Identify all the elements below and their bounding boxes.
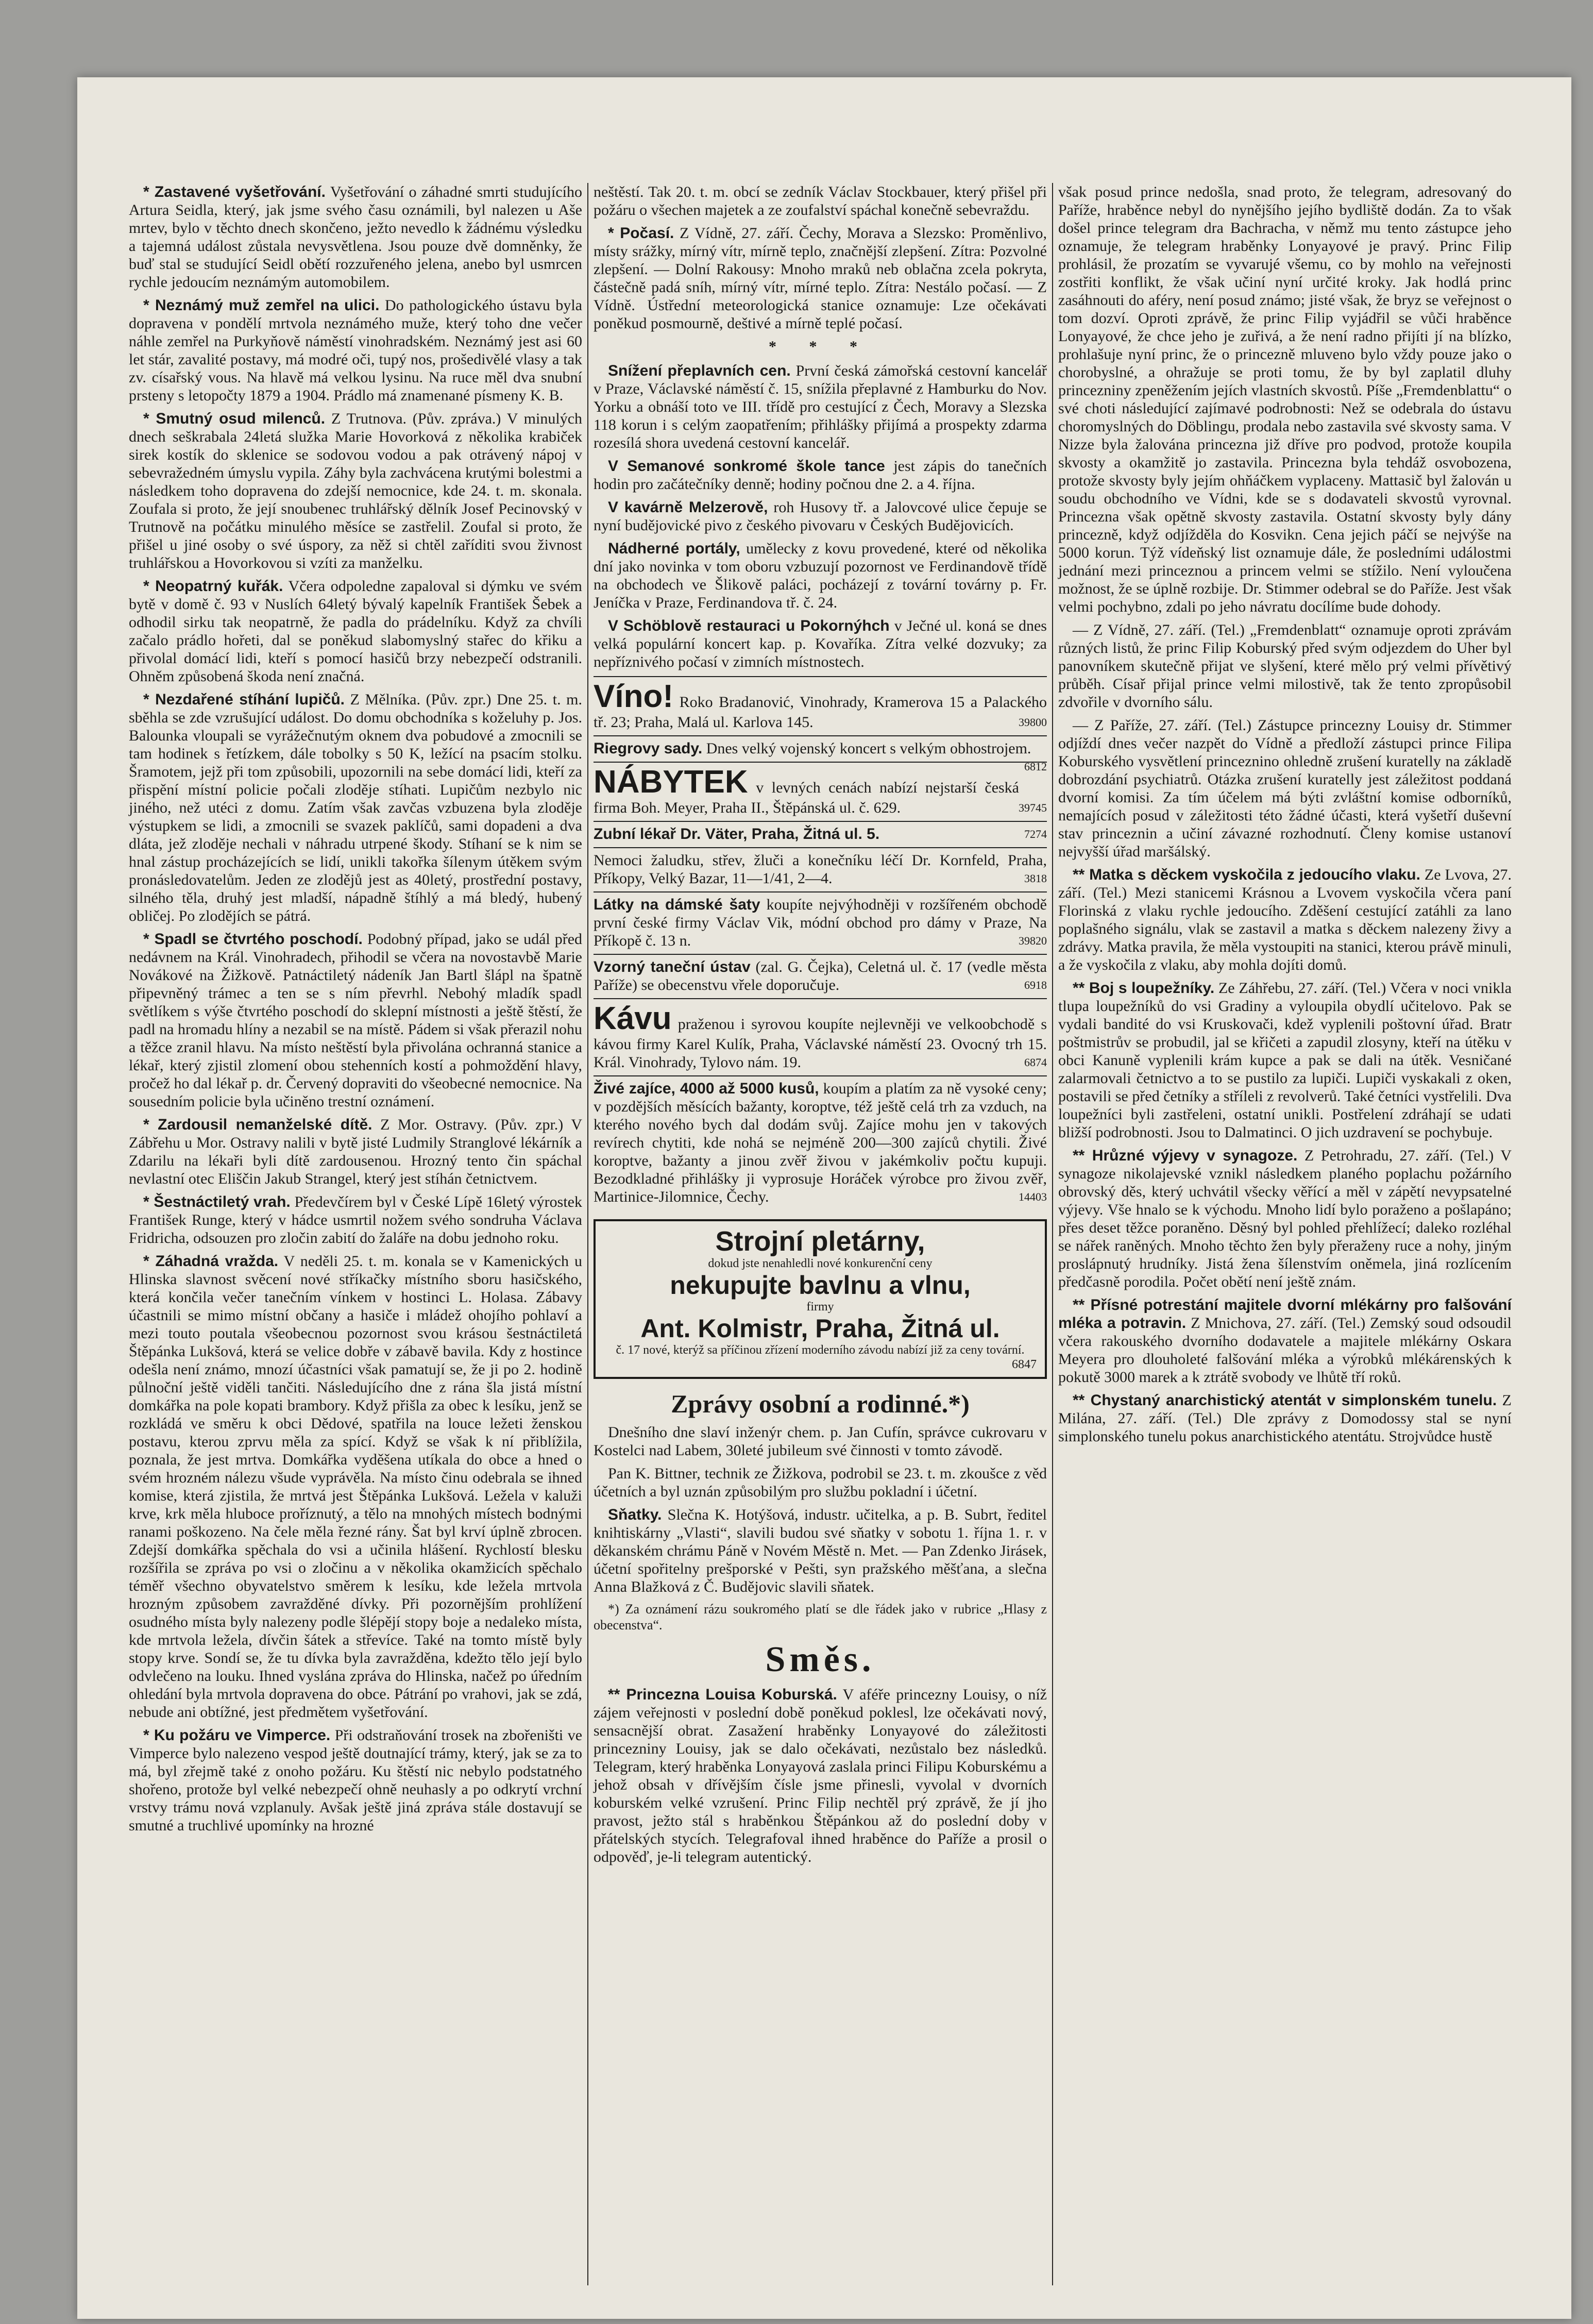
newspaper-page	[77, 77, 1571, 2319]
column-1	[129, 183, 582, 1840]
column-2	[594, 183, 1047, 1871]
article: V kavárně Melzerově, roh Husovy tř. a Jalovcové ulice čepuje se nyní budějovické pivo z českého pivovaru v Českých Budějovicích.	[594, 499, 1047, 534]
article: * Nezdařené stíhání lupičů. Z Mělníka. (Pův. zpr.) Dne 25. t. m. sběhla se zde vzrušující událost. Do domu obchodníka s koželuhy p. Jos. Balounka vloupali se vyrážečnutým oknem dva pobudové a zmocnili se tam hodinek s řetízkem, dále tobolky s 50 K, ležící na psacím stolku. Šramotem, jejž při tom způsobili, upozornili na sebe domácí lidi, kteří za přispění místní policie počali zloděje stíhati. Lupičům nezbylo nic jiného, než utéci z domu. Zatím však zavčas vzbuzena byla zloděje výstupkem se lidi, a zmocnili se svazek paklíčů, sami dopadeni a dva dláta, jež zloděje nechali v náhradu utrpené škody. Stíhaní se k nim se hnal zástup procházejících se lidí, unikli takořka šílenym útěkem svým pronásledovatelům. Jeden ze zlodějů jest as 40letý, prostřední postavy, silného těla, druhý jest mladší, nápadně štíhlý a má bledý, hubený obličej. Po zlodějích se pátrá.	[129, 691, 583, 924]
article: ** Hrůzné výjevy v synagoze. Z Petrohradu, 27. září. (Tel.) V synagoze nikolajevské vznikl následkem planého poplachu požárního obrovský děs, který uchvátil všecky věřící a měl v zápětí nevypsatelné výjevy. Vše hnalo se k východu. Mnoho lidí bylo poraženo a pošlapáno; přes deset těžce poraněno. Děsný byl pohled přehlížecí; daleko rozléhal se nářek raněných. Mnoho těchto žen byly přeraženy ruce a nohy, jiným proslápnutý hrudníky. Jistá žena šílenstvím oněmela, jiná rozlícením předčasně porodila. Počet obětí není ještě znám.	[1058, 1147, 1512, 1290]
article: — Z Paříže, 27. září. (Tel.) Zástupce princezny Louisy dr. Stimmer odjíždí dnes večer nazpět do Vídně a předloží zástupci prince Filipa Koburského vysvětlení princeznino ohledně zrušení kuratelly na základě dobrozdání psychiatrů. Otázka zrušení kuratelly jest záležitost poddaná dvorní komisi. Za tím účelem má býti zvláštní komise odborníků, nemajících posud v záležitosti této žádné účasti, která vyšetří duševní stav princeznin a učiní závazné rozhodnutí. Členy komise ustanoví nejvyšší úřad maršálský.	[1058, 717, 1512, 860]
article: * Počasí. Z Vídně, 27. září. Čechy, Morava a Slezsko: Proměnlivo, místy srážky, mírný vítr, mírně teplo, značnější zlepšení. Zítra: Pozvolné zlepšení. — Dolní Rakousy: Mnoho mraků neb oblačna zcela pokryta, částečně padá sníh, mírný vítr, mírné teplo. Zítra: Nestálo počasí. — Z Vídně. Ústřední meteorologická stanice oznamuje: Lze očekávati poněkud posmourně, deštivé a mírně teplé počasí.	[594, 225, 1047, 332]
column-3	[1058, 183, 1512, 1451]
advertisement: Zubní lékař Dr. Väter, Praha, Žitná ul. 5. 7274	[594, 821, 1047, 847]
advertisement: Riegrovy sady. Dnes velký vojenský koncert s velkým obhostrojem. 6812	[594, 735, 1047, 762]
column-rule	[587, 183, 588, 2285]
advertisement: NÁBYTEK v levných cenách nabízí nejstarší česká firma Boh. Meyer, Praha II., Štěpánská ul. č. 629. 39745	[594, 762, 1047, 821]
article: * Neznámý muž zemřel na ulici. Do pathologického ústavu byla dopravena v pondělí mrtvola neznámého muže, který toho dne večer náhle zemřel na Purkyňově náměstí vinohradském. Neznámý jest asi 60 let stár, zavalité postavy, má modré oči, tupý nos, prošedivělé vlasy a tak zv. císařský vous. Na hlavě má velkou lysinu. Na ruce měl dva snubní prsteny s letopočty 1879 a 1904. Prádlo má znamenané písmeny K. B.	[129, 297, 583, 404]
article: Snížení přeplavních cen. První česká zámořská cestovní kancelář v Praze, Václavské náměstí č. 15, snížila přeplavné z Hamburku do Nov. Yorku a obnáší toto ve III. třídě pro cestující z Čech, Moravy a Slezska 118 korun i s celým zaopatřením; přihlášky přijímá a prospekty zdarma rozesílá shora uvedená cestovní kancelář.	[594, 362, 1047, 451]
article: * Zastavené vyšetřování. Vyšetřování o záhadné smrti studujícího Artura Seidla, který, jak jsme svého času oznámili, byl nalezen u Aše mrtev, bylo v těchto dnech skončeno, ježto nevedlo k žádnému výsledku a tajemná událost zůstala nevysvětlena. Jsou pouze dvě domněnky, že buď stal se studující Seidl obětí rozzuřeného jelena, anebo byl usmrcen rychle jedoucím neznámým automobilem.	[129, 183, 582, 291]
article: V Semanové sonkromé škole tance jest zápis do tanečních hodin pro začátečníky denně; hodiny počnou dne 2. a 4. října.	[594, 458, 1047, 493]
article: * Spadl se čtvrtého poschodí. Podobný případ, jako se udál před nedávnem na Král. Vinohradech, přihodil se včera na novostavbě Marie Novákové na Žižkově. Patnáctiletý nádeník Jan Bartl šlápl na špatně připevněný trámec a ten se s ním převrhl. Nebohý mladík spadl světlíkem s výše čtvrtého poschodí do sklepní místnosti a ještě štěstí, že padl na hromadu hlíny a nezabil se na místě. Pádem si však přerazil nohu a těžce zranil hlavu. Na místo neštěstí byla přivolána ochranná stanice a lékař, který zjistil zlomení obou stehenních kostí a pohmoždění hlavy, pročež ho dal lékař p. dr. Červený dopraviti do všeobecné nemocnice. Na sousedním policie byla učiněno trestní oznámení.	[129, 931, 583, 1110]
article: * Neopatrný kuřák. Včera odpoledne zapaloval si dýmku ve svém bytě v domě č. 93 v Nuslích 64letý bývalý kapelník František Šebek a odhodil sirku tak neopatrně, že padla do prádelníku. Když za chvíli začalo prádlo hořeti, dal se poněkud slabomyslný stařec do křiku a přivolal domácí lidi, kteří s pomocí hasičů brzy nebezpečí odstranili. Ohněm způsobená škoda není značná.	[129, 578, 582, 685]
article: V Schöblově restauraci u Pokornýhch v Ječné ul. koná se dnes velká populární koncert kap. p. Kovaříka. Zítra velké dozvuky; za nepříznivého počasí v zimních místnostech.	[594, 617, 1047, 670]
section-title: Směs.	[765, 1640, 875, 1679]
advertisement: Vzorný taneční ústav (zal. G. Čejka), Celetná ul. č. 17 (vedle města Paříže) se obecenstvu vřele doporučuje. 6918	[594, 954, 1047, 998]
separator: * * *	[769, 338, 872, 355]
article: Dnešního dne slaví inženýr chem. p. Jan Cufín, správce cukrovaru v Kostelci nad Labem, 30leté jubileum své činnosti v tomto závodě.	[594, 1424, 1047, 1459]
article: * Zardousil nemanželské dítě. Z Mor. Ostravy. (Pův. zpr.) V Zábřehu u Mor. Ostravy nalili v bytě jisté Ludmily Stranglové lékárník a Zdarilu na lékaři byli dítě zardousenou. Hrozný tento čin spáchal nevlastní otec Eliščin Jakub Strangel, který jest stíhán četnictvem.	[129, 1116, 583, 1187]
article: ** Boj s loupežníky. Ze Záhřebu, 27. září. (Tel.) Včera v noci vnikla tlupa loupežníků do vsi Gradiny a vyloupila obydlí učitelovo. Pak se vydali bandité do vsi Kruskovači, kdež vyplenili poštovní úřad. Bratr poštmistrův se probudil, jal se křičeti a zapudil zlosyny, kteří na útěku v obci Kanuně vyplenili krám kupce a pak se dali na útěk. Vesničané zalarmovali četnictvo a to se pustilo za lupiči. Lupiči vyskakali z oken, postavili se před četníky a stříleli z revolverů. Také četníci vystřelili. Dva loupežníci byli zastřeleni, ostatní unikli. Postřelení zdráhají se udati bližší podrobnosti. Jsou to Dalmatinci. O jich uzdravení se pochybuje.	[1058, 980, 1512, 1141]
article: ** Přísné potrestání majitele dvorní mlékárny pro falšování mléka a potravin. Z Mnichova, 27. září. (Tel.) Zemský soud odsoudil včera rakouského dvorního dodavatele a majitele mlékárny Oskara Meyera pro dlouholeté falšování mléka a výrobků mlékárenských k pokutě 3000 marek a k ztrátě svobody ve lhůtě tří roků.	[1058, 1296, 1512, 1386]
article: * Ku požáru ve Vimperce. Při odstraňování trosek na zbořeništi ve Vimperce bylo nalezeno vespod ještě doutnající trámy, který, jak se za to má, byl zřejmě také z onoho požáru. Ku štěstí nic nebylo podstatného shořeno, protože byl velké nebezpečí ohně neuhasly a po odkrytí vrchní vrstvy trámu nová vzplanuly. Avšak ještě jiná zpráva stále dostavují se smutné a truchlivé upomínky na hrozné	[129, 1727, 583, 1834]
advertisement: Nemoci žaludku, střev, žluči a konečníku léčí Dr. Kornfeld, Praha, Příkopy, Velký Bazar, 11—1/41, 2—4. 3818	[594, 847, 1047, 891]
article: však posud prince nedošla, snad proto, že telegram, adresovaný do Paříže, hraběnce nebyl do nynějšího jejího bydliště dodán. Za to však došel prince telegram dra Bachracha, v němž mu tento zástupce jeho oznamuje, že telegram hraběnky Lonyayové je pravý. Princ Filip prohlásil, že prozatím se vyvarujé všemu, co by mohlo na veřejnosti zostřiti konflikt, že však učiní nyní určité kroky. Jak hodlá princ zasáhnouti do aféry, není posud známo; jisté však, že bryz se veřejnost o tom dozví. Oproti zprávě, že princ Filip vyjádřil se vůči hraběnce Lonyayové, že chce jeho je zuřivá, a že není radno přijíti jí na blízko, prohlašuje nyní princ, že o princezně mluveno bylo vždy pouze jako o chorobyslné, a ohražuje se proti tomu, že by byl zaplatil dluhy princezniny zpeněžením jejích vlastních skvostů. Píše „Fremdenblattu“ o své choti následující zajímavé podrobnosti: Než se odebrala do ústavu choromyslných do Döblingu, prodala nebo zastavila své skvosty sama. V Nizze byla žalována princezna již dříve pro podvod, protože koupila skvosty a okamžitě jo zastavila. Princezna byla tehdáž osvobozena, protože skvosty byly jejím ohňáčkem vyplaceny. Mattasič byl žalován u soudu obchodního ve Vídni, kde se s dodavateli skvostů vyrovnal. Princezna však opětně skvosty zastavila. Ostatní skvosty byly dány princezně, když odjížděla do Kosvikn. Cena jejich páčí se nejvýše na 5000 korun. Týž vídeňský list oznamuje dále, že posledními událostmi jednání mezi princeznou a princem velmi se stížilo. Není vyloučena možnost, že se úplně rozbije. Dr. Stimmer odebral se do Paříže. Jest však velmi pochybno, zdali po jeho návratu docílíme bude dohody.	[1058, 183, 1512, 615]
advertisement: Víno! Roko Bradanović, Vinohrady, Kramerova 15 a Palackého tř. 23; Praha, Malá ul. Karlova 145. 39800	[594, 676, 1047, 735]
advertisement: Živé zajíce, 4000 až 5000 kusů, koupím a platím za ně vysoké ceny; v pozdějších měsících bažanty, koroptve, též ještě celá trh za vzduch, na kterého nového bych dal dodám svůj. Zajíce mohu jen v takových revírech chytiti, kde nohá se nejméně 200—300 zajíců chytili. Živé koroptve, bažanty a jinou zvěř živou v jakémkoliv počtu kupuji. Bezodkladné přihlášky ji vyprosuje Horáček výrobce pro živou zvěř, Martinice-Jilomnice, Čechy. 14403	[594, 1075, 1047, 1210]
article: * Šestnáctiletý vrah. Předevčírem byl v České Lípě 16letý výrostek František Runge, který v hádce usmrtil nožem svého sondruha Václava Fridricha, odsouzen pro zločin zabití do žaláře na dobu jednoho roku.	[129, 1193, 583, 1247]
advertisement: Kávu praženou i syrovou koupíte nejlevněji ve velkoobchodě s kávou firmy Karel Kulík, Praha, Václavské náměstí 23. Ovocný trh 15. Král. Vinohrady, Tylovo nám. 19. 6874	[594, 998, 1047, 1075]
article: — Z Vídně, 27. září. (Tel.) „Fremdenblatt“ oznamuje oproti zprávám různých listů, že princ Filip Koburský před svým odjezdem do Uher byl panovníkem skutečně přijat ve slyšení, které mělo prý velmi přívětivý průběh. Císař přijal prince velmi milostivě, tak že tento zpropůsobil zdvořile v dvorního sálu.	[1058, 621, 1512, 711]
article: * Záhadná vražda. V neděli 25. t. m. konala se v Kamenických u Hlinska slavnost svěcení nové stříkačky místního sboru hasičského, která končila večer tanečním vínkem v hostinci L. Holasa. Zábavy účastnili se mimo místní občany a hasiče i mládež ohojího pohlaví a mezi touto poutala všeobecnou pozornost svou krásou šestnáctiletá Štěpánka Lukšová, která se velice dobře v zábavě bavila. Kdy z hostince odešla není známo, mnozí účastníci však pamatují se, že ji po 2. hodině půlnoční ještě viděli tančiti. Následujícího dne z rána šla jistá místní domkářka na pole kopati brambory. Když přišla za obec k lesíku, jenž se rozkládá ve směru k obci Dědové, spatřila na louce ležeti ženskou postavu, kterou zprvu měla za spící. Když se však k ní přiblížila, poznala, že jest mrtva. Domkářka vyděšena utíkala do obce a hned o svém hrozném nálezu všude vyprávěla. Na místo činu odebrala se ihned komise, která zjistila, že mrtvá jest Štěpánka Lukšová. Ležela v kaluži krve, krk měla hluboce proříznutý, a tělo na mnohých místech bodnými ranami poškozeno. Na čele měla řezné rány. Šat byl krví úplně zbrocen. Zdejší domkářka spěchala do vsi a učinila hlášení. Rychlostí blesku rozšířila se zpráva po vsi o zločinu a v několika okamžicích spěchalo téměř všechno obyvatelstvo směrem k lesíku, kde ležela mrtvola hrozným způsobem zavražděné dívky. Při pozornějším prohlížení osudného místa byly nalezeny podle šlépějí stopy boje a nedaleko místa, kde mrtvola ležela, dívčin šátek a střevíce. Také na tomto místě byly stopy krve. Sondí se, že tu dívka byla zavražděna, kdežto tělo její bylo odvlečeno na louku. Ihned vyslána zpráva do Hlinska, načež po úředním ohledání byla mrtvola dopravena do obce. Pátrání po vrahovi, jak se zdá, nebude ani obtížné, jest předmětem vyšetřování.	[129, 1253, 582, 1721]
article: neštěstí. Tak 20. t. m. obcí se zedník Václav Stockbauer, který přišel při požáru o všechen majetek a ze zoufalství spáchal konečně sebevraždu.	[594, 183, 1047, 218]
article: Sňatky. Slečna K. Hotýšová, industr. učitelka, a p. B. Subrt, ředitel knihtiskárny „Vlasti“, slavili budou své sňatky v sobotu 1. října 1. r. v děkanském chrámu Páně v Novém Městě n. Met. — Pan Zdenko Jirásek, účetní spořitelny prešporské v Pešti, syn pražského měšťana, a slečna Anna Blažková z Č. Budějovic slavili sňatek.	[594, 1506, 1047, 1595]
article: ** Matka s děckem vyskočila z jedoucího vlaku. Ze Lvova, 27. září. (Tel.) Mezi stanicemi Krásnou a Lvovem vyskočila včera paní Florinská z vlaku rychle jedoucího. Zděšení cestující zatáhli za lano poplašného signálu, vlak se zastavil a matka s děckem nalezeny živy a zdrávy. Matka pravila, že měla vystoupiti na stanici, kterou právě minuli, a že vyskočila z vlaku, aby mohla dojíti domů.	[1058, 866, 1512, 973]
column-rule	[1052, 183, 1053, 2285]
section-title: Zprávy osobní a rodinné.*)	[671, 1389, 970, 1418]
article: Pan K. Bittner, technik ze Žižkova, podrobil se 23. t. m. zkoušce z věd účetních a byl uznán způsobilým pro službu pokladní i účetní.	[594, 1465, 1047, 1500]
advertisement: Látky na dámské šaty koupíte nejvýhodněji v rozšířeném obchodě první české firmy Václav Vik, módní obchod pro dámy v Praze, Na Příkopě č. 13 n. 39820	[594, 891, 1047, 954]
footnote: *) Za oznámení rázu soukromého platí se dle řádek jako v rubrice „Hlasy z obecenstva“.	[594, 1602, 1047, 1632]
article: ** Princezna Louisa Koburská. V aféře princezny Louisy, o níž zájem veřejnosti v poslední době poněkud poklesl, lze očekávati nový, sensacnější obrat. Zasažení hraběnky Lonyayové do záležitosti princezniny Louisy, jak se dalo očekávati, nezůstalo bez následků. Telegram, který hraběnka Lonyayová zaslala princi Filipu Koburskému a jehož obsah v dřívějším čísle jsme přinesli, vyvolal v dvorních koburském velké vzrušení. Princ Filip nechtěl prý zprávě, že jí jho pravost, ježto stál s hraběnkou Štěpánkou až do poslední doby v přátelských stycích. Telegrafoval ihned hraběnce do Paříže a prosil o odpověď, je-li telegram autentický.	[594, 1686, 1047, 1865]
article: Nádherné portály, umělecky z kovu provedené, které od několika dní jako novinka v tom oboru vzbuzují pozornost ve Ferdinandově třídě na obchodech ve Šlikově paláci, pocházejí z tovární továrny p. Fr. Jeníčka v Praze, Ferdinandova tř. č. 24.	[594, 540, 1047, 611]
article: * Smutný osud milenců. Z Trutnova. (Pův. zpráva.) V minulých dnech seškrabala 24letá služka Marie Hovorková z několika krabiček sirek kostík do sklenice se sodovou vodou a pak otrávený nápoj v sebevražedném úmyslu vypila. Záhy byla zachvácena krutými bolestmi a následkem toho dopravena do zdejší nemocnice, kde 24. t. m. skonala. Zoufala si proto, že její snoubenec truhlářský dělník Josef Pecinovský v Trutnově na počátku minulého měsíce se zastřelil. Zoufal si proto, že přišel u jiné osoby o své úspory, za něž si chtěl zaříditi svou živnost truhlářskou a Hovorkovou si vzíti za manželku.	[129, 410, 583, 571]
article: ** Chystaný anarchistický atentát v simplonském tunelu. Z Milána, 27. září. (Tel.) Dle zprávy z Domodossy stal se nyní simplonského tunelu pokus anarchistického atentátu. Strojvůdce hustě	[1058, 1392, 1512, 1445]
boxed-advertisement: Strojní pletárny, dokud jste nenahledli nové konkurenční ceny nekupujte bavlnu a vlnu, firmy Ant. Kolmistr, Praha, Žitná ul. č. 17 nové, kterýž sa příčinou zřízení moderního závodu nabízí již za ceny tovární. 6847	[594, 1219, 1047, 1379]
